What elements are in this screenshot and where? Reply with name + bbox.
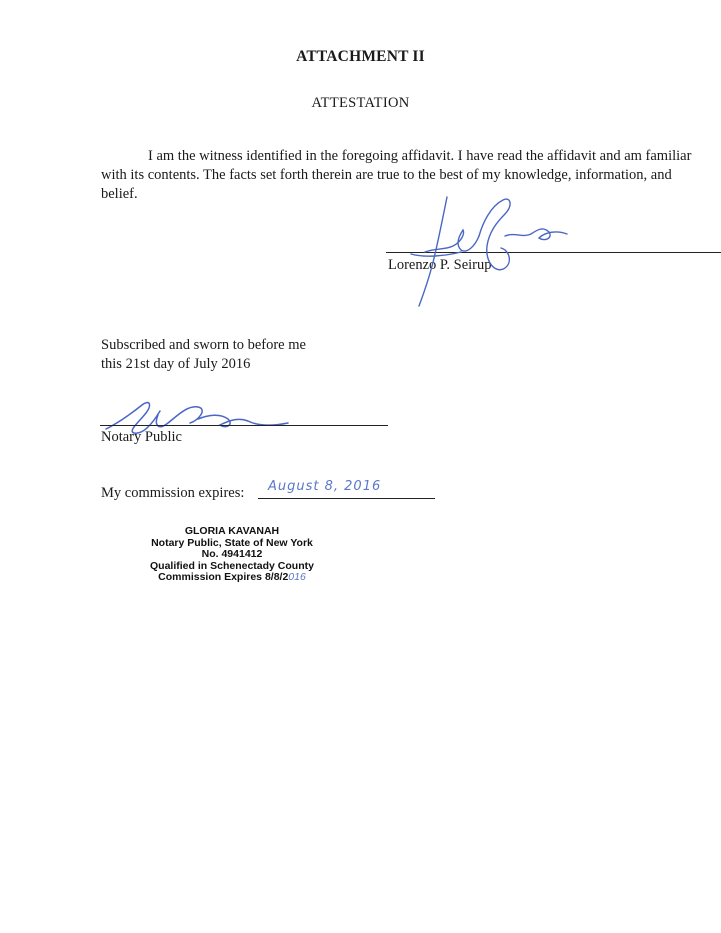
document-heading: ATTACHMENT II <box>296 48 425 65</box>
witness-signature-icon <box>405 192 585 312</box>
sworn-line-2: this 21st day of July 2016 <box>101 356 251 372</box>
stamp-name: GLORIA KAVANAH <box>184 525 280 537</box>
stamp-number: No. 4941412 <box>201 548 263 560</box>
notary-signature-line <box>100 425 388 426</box>
sworn-statement <box>101 336 306 374</box>
commission-label: My commission expires: <box>101 485 245 501</box>
stamp-expires: Commission Expires 8/8/2 <box>158 571 289 583</box>
stamp-county: Qualified in Schenectady County <box>150 559 314 572</box>
sworn-line-1: Subscribed and sworn to before me <box>101 337 306 353</box>
attestation-text: I am the witness identified in the foregoing affidavit. I have read the affidavit and am familiar with its contents. The facts set forth therein are true to the best of my knowledge, information, and belief. <box>101 148 692 202</box>
notary-label: Notary Public <box>101 429 182 445</box>
witness-name: Lorenzo P. Seirup <box>388 257 492 273</box>
commission-date-line <box>258 498 435 499</box>
stamp-expires-row <box>132 572 332 584</box>
stamp-expires-year: 016 <box>288 571 306 583</box>
attestation-paragraph <box>101 147 701 204</box>
notary-stamp <box>132 526 332 584</box>
stamp-title: Notary Public, State of New York <box>151 536 313 549</box>
commission-date-handwritten: August 8, 2016 <box>268 479 382 494</box>
document-subheading: ATTESTATION <box>311 95 410 111</box>
